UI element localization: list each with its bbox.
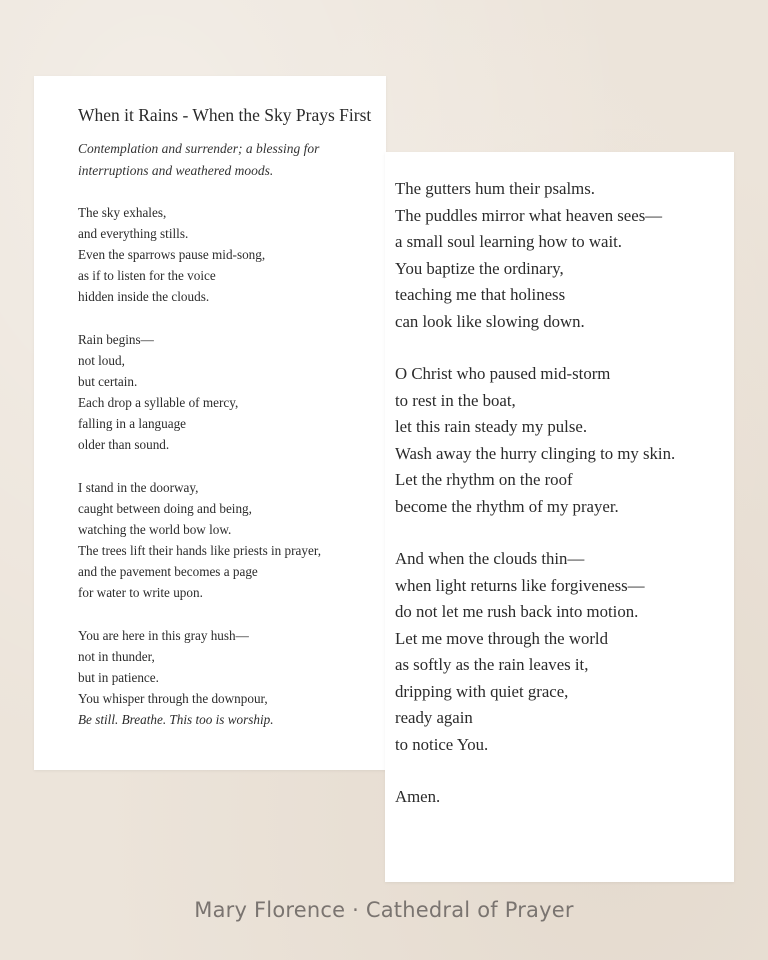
- poem-line: hidden inside the clouds.: [78, 289, 210, 304]
- poem-line: You baptize the ordinary,: [395, 258, 564, 278]
- poem-card-left: [34, 76, 386, 770]
- stanza-right-2: [395, 361, 730, 520]
- poem-line: Even the sparrows pause mid-song,: [78, 247, 266, 262]
- poem-line: You whisper through the downpour,: [78, 691, 268, 706]
- poem-line: caught between doing and being,: [78, 501, 252, 516]
- poem-line: to notice You.: [395, 734, 489, 754]
- poem-line: not loud,: [78, 353, 125, 368]
- poem-line: let this rain steady my pulse.: [395, 417, 588, 436]
- poem-line: and the pavement becomes a page: [78, 564, 258, 579]
- poem-line: when light returns like forgiveness—: [395, 575, 645, 595]
- poem-line: become the rhythm of my prayer.: [395, 496, 619, 516]
- stanza-right-1: [395, 176, 730, 335]
- poem-left-content: [78, 102, 378, 730]
- poem-line: Rain begins—: [78, 332, 154, 347]
- poem-line: falling in a language: [78, 416, 187, 431]
- poem-line: The sky exhales,: [78, 205, 167, 220]
- poem-line: older than sound.: [78, 437, 170, 452]
- stanza-left-4: [78, 625, 378, 730]
- poem-line: You are here in this gray hush—: [78, 628, 249, 643]
- poem-right-content: [395, 176, 730, 811]
- stanza-left-3: [78, 477, 378, 603]
- poem-line: And when the clouds thin—: [395, 549, 585, 568]
- stanza-left-2: [78, 329, 378, 455]
- poem-line: dripping with quiet grace,: [395, 681, 569, 701]
- poem-line: and everything stills.: [78, 226, 189, 241]
- poem-closing: Amen.: [395, 787, 441, 806]
- stanza-right-3: [395, 546, 730, 758]
- poem-line: Let the rhythm on the roof: [395, 470, 573, 489]
- poem-line: O Christ who paused mid-storm: [395, 364, 611, 383]
- poem-line: but in patience.: [78, 670, 159, 685]
- poem-line: ready again: [395, 708, 473, 727]
- poem-subtitle: Contemplation and surrender; a blessing for interruptions and weathered moods.: [78, 141, 320, 178]
- poem-line: Each drop a syllable of mercy,: [78, 395, 239, 410]
- poem-title: When it Rains - When the Sky Prays First: [78, 105, 372, 125]
- poem-line: a small soul learning how to wait.: [395, 232, 622, 251]
- poem-line: for water to write upon.: [78, 585, 203, 600]
- poem-line: to rest in the boat,: [395, 390, 516, 410]
- poem-line: The trees lift their hands like priests in prayer,: [78, 543, 321, 558]
- poem-line: Let me move through the world: [395, 628, 608, 648]
- poem-line: do not let me rush back into motion.: [395, 602, 639, 621]
- poem-line: Wash away the hurry clinging to my skin.: [395, 443, 676, 463]
- poem-line: The puddles mirror what heaven sees—: [395, 205, 663, 225]
- poem-line: can look like slowing down.: [395, 311, 585, 331]
- poem-line-italic: Be still. Breathe. This too is worship.: [78, 712, 274, 727]
- poem-line: as softly as the rain leaves it,: [395, 655, 589, 674]
- stanza-left-1: [78, 202, 378, 307]
- poem-line: teaching me that holiness: [395, 285, 566, 304]
- poem-card-right: [385, 152, 734, 882]
- poem-line: as if to listen for the voice: [78, 268, 216, 283]
- attribution-footer: Mary Florence · Cathedral of Prayer: [194, 898, 574, 922]
- poem-line: but certain.: [78, 374, 138, 389]
- poem-line: I stand in the doorway,: [78, 480, 199, 495]
- poem-line: watching the world bow low.: [78, 522, 232, 537]
- poem-line: The gutters hum their psalms.: [395, 179, 595, 198]
- poem-line: not in thunder,: [78, 649, 155, 664]
